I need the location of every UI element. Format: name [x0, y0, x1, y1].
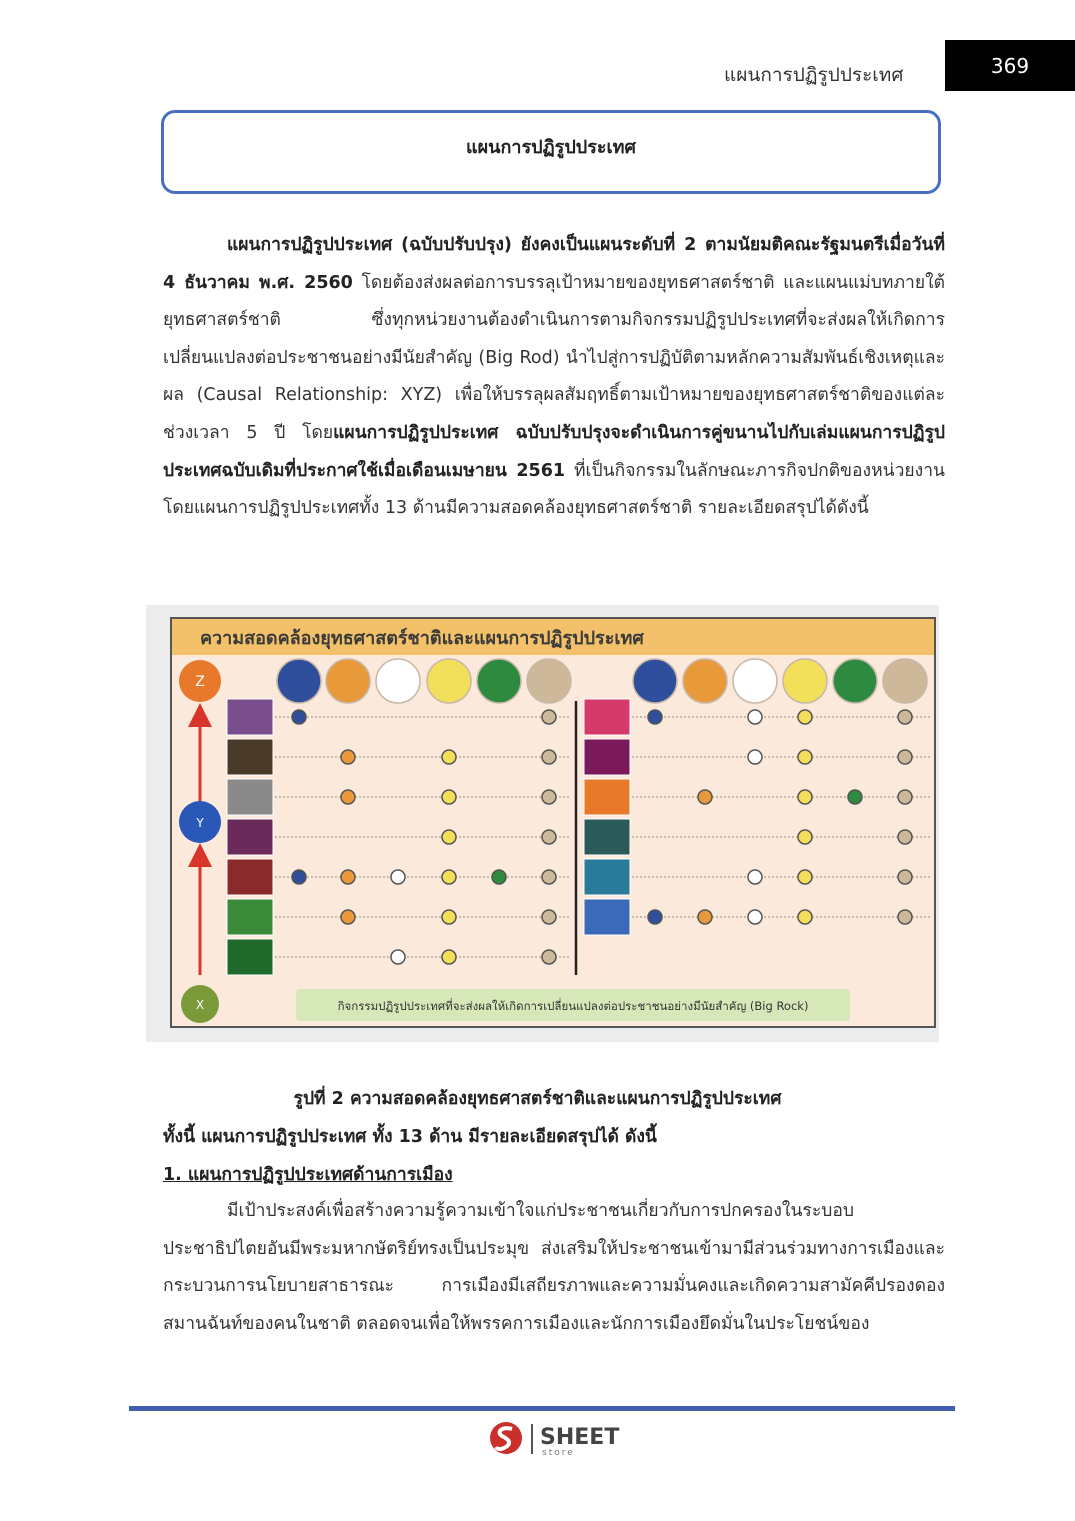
right-reform-tile-5 — [584, 859, 630, 895]
right-alignment-dot-1-4 — [798, 710, 812, 724]
right-alignment-dot-1-6 — [898, 710, 912, 724]
section-1-heading: 1. แผนการปฏิรูปประเทศด้านการเมือง — [163, 1165, 453, 1185]
right-strategy-circle-2 — [683, 659, 727, 703]
title-box-text: แผนการปฏิรูปประเทศ — [466, 136, 636, 158]
intro-bold-1: แผนการปฏิรูปประเทศ (ฉบับปรับปรุง) ยังคงเป็นแผนระดับที่ 2 ตามนัยมติคณะรัฐมนตรีเมื่อวันที่ 4 ธันวาคม พ.ศ. 2560 — [163, 235, 945, 293]
intro-text-2: ที่เป็นกิจกรรมในลักษณะภารกิจปกติของหน่วยงาน โดยแผนการปฏิรูปประเทศทั้ง 13 ด้านมีความสอดคล้องยุทธศาสตร์ชาติ รายละเอียดสรุปได้ดังนี้ — [163, 460, 945, 519]
right-alignment-dot-1-3 — [748, 710, 762, 724]
bottom-banner-text: กิจกรรมปฏิรูปประเทศที่จะส่งผลให้เกิดการเปลี่ยนแปลงต่อประชาชนอย่างมีนัยสำคัญ (Big Rock) — [337, 999, 809, 1013]
right-strategy-circle-1 — [633, 659, 677, 703]
left-alignment-dot-7-6 — [542, 950, 556, 964]
left-alignment-dot-6-6 — [542, 910, 556, 924]
right-alignment-dot-2-3 — [748, 750, 762, 764]
left-alignment-dot-7-4 — [442, 950, 456, 964]
left-alignment-dot-3-4 — [442, 790, 456, 804]
right-strategy-circle-3 — [733, 659, 777, 703]
figure-caption: รูปที่ 2 ความสอดคล้องยุทธศาสตร์ชาติและแผนการปฏิรูปประเทศ — [293, 1089, 782, 1109]
right-alignment-dot-6-4 — [798, 910, 812, 924]
right-alignment-dot-2-6 — [898, 750, 912, 764]
logo-subtext: store — [542, 1448, 575, 1458]
left-reform-tile-3 — [227, 779, 273, 815]
left-alignment-dot-2-4 — [442, 750, 456, 764]
right-alignment-dot-1-1 — [648, 710, 662, 724]
left-alignment-dot-6-2 — [341, 910, 355, 924]
left-reform-tile-2 — [227, 739, 273, 775]
intro-bold-2: แผนการปฏิรูปประเทศ ฉบับปรับปรุงจะดำเนินการคู่ขนานไปกับเล่มแผนการปฏิรูปประเทศฉบับเดิมที่ประกาศใช้เมื่อเดือนเมษายน 2561 — [163, 422, 945, 481]
alignment-diagram — [172, 655, 934, 1026]
right-reform-tile-1 — [584, 699, 630, 735]
right-strategy-circle-4 — [783, 659, 827, 703]
right-alignment-dot-3-5 — [848, 790, 862, 804]
left-alignment-dot-5-6 — [542, 870, 556, 884]
left-alignment-dot-5-4 — [442, 870, 456, 884]
y-label: Y — [196, 816, 204, 830]
figure — [146, 605, 939, 1042]
left-alignment-dot-7-3 — [391, 950, 405, 964]
left-alignment-dot-3-2 — [341, 790, 355, 804]
right-alignment-dot-6-2 — [698, 910, 712, 924]
right-alignment-dot-5-6 — [898, 870, 912, 884]
left-alignment-dot-5-5 — [492, 870, 506, 884]
left-reform-tile-7 — [227, 939, 273, 975]
right-alignment-dot-3-2 — [698, 790, 712, 804]
right-reform-tile-3 — [584, 779, 630, 815]
right-strategy-circle-6 — [883, 659, 927, 703]
page-number: 369 — [945, 40, 1075, 91]
logo-text: SHEET — [540, 1425, 620, 1450]
left-reform-tile-4 — [227, 819, 273, 855]
header-title: แผนการปฏิรูปประเทศ — [724, 64, 904, 86]
left-alignment-dot-6-4 — [442, 910, 456, 924]
right-alignment-dot-5-3 — [748, 870, 762, 884]
figure-heading-bar — [172, 619, 934, 655]
left-alignment-dot-2-6 — [542, 750, 556, 764]
right-alignment-dot-3-6 — [898, 790, 912, 804]
section-1-paragraph: มีเป้าประสงค์เพื่อสร้างความรู้ความเข้าใจแก่ประชาชนเกี่ยวกับการปกครองในระบอบประชาธิปไตยอันมีพระมหากษัตริย์ทรงเป็นประมุข ส่งเสริมให้ประชาชนเข้ามามีส่วนร่วมทางการเมืองและกระบวนการนโยบายสาธารณะ การเมืองมีเสถียรภาพและความมั่นคงและเกิดความสามัคคีปรองดองสมานฉันท์ของคนในชาติ ตลอดจนเพื่อให้พรรคการเมืองและนักการเมืองยึดมั่นในประโยชน์ของ — [163, 1201, 945, 1334]
right-alignment-dot-5-4 — [798, 870, 812, 884]
right-reform-tile-6 — [584, 899, 630, 935]
left-strategy-circle-3 — [376, 659, 420, 703]
left-strategy-circle-4 — [427, 659, 471, 703]
left-alignment-dot-4-4 — [442, 830, 456, 844]
right-alignment-dot-3-4 — [798, 790, 812, 804]
right-strategy-circle-5 — [833, 659, 877, 703]
left-alignment-dot-5-2 — [341, 870, 355, 884]
right-alignment-dot-4-6 — [898, 830, 912, 844]
left-reform-tile-1 — [227, 699, 273, 735]
left-alignment-dot-1-6 — [542, 710, 556, 724]
left-alignment-dot-4-6 — [542, 830, 556, 844]
right-alignment-dot-6-3 — [748, 910, 762, 924]
figure-heading: ความสอดคล้องยุทธศาสตร์ชาติและแผนการปฏิรูปประเทศ — [200, 627, 644, 649]
left-strategy-circle-5 — [477, 659, 521, 703]
x-label: X — [195, 998, 205, 1012]
left-strategy-circle-2 — [326, 659, 370, 703]
left-alignment-dot-1-1 — [292, 710, 306, 724]
left-alignment-dot-3-6 — [542, 790, 556, 804]
sheet-store-logo — [488, 1418, 628, 1458]
figure-frame — [170, 617, 936, 1028]
right-reform-tile-4 — [584, 819, 630, 855]
intro-paragraph — [163, 227, 945, 528]
right-alignment-dot-4-4 — [798, 830, 812, 844]
right-alignment-dot-6-6 — [898, 910, 912, 924]
left-reform-tile-6 — [227, 899, 273, 935]
left-reform-tile-5 — [227, 859, 273, 895]
summary-line: ทั้งนี้ แผนการปฏิรูปประเทศ ทั้ง 13 ด้าน มีรายละเอียดสรุปได้ ดังนี้ — [163, 1127, 657, 1147]
z-label: Z — [195, 674, 205, 690]
right-reform-tile-2 — [584, 739, 630, 775]
left-alignment-dot-2-2 — [341, 750, 355, 764]
intro-text-1: โดยต้องส่งผลต่อการบรรลุเป้าหมายของยุทธศาสตร์ชาติ และแผนแม่บทภายใต้ยุทธศาสตร์ชาติ ซึ่งทุกหน่วยงานต้องดำเนินการตามกิจกรรมปฏิรูปประเทศที่จะส่งผลให้เกิดการเปลี่ยนแปลงต่อประชาชนอย่างมีนัยสำคัญ (Big Rod) นำไปสู่การปฏิบัติตามหลักความสัมพันธ์เชิงเหตุและผล (Causal Relationship: XYZ) เพื่อให้บรรลุผลสัมฤทธิ์ตามเป้าหมายของยุทธศาสตร์ชาติของแต่ละช่วงเวลา 5 ปี โดย — [163, 272, 945, 443]
footer-bar — [129, 1406, 955, 1411]
title-box — [161, 110, 941, 194]
left-alignment-dot-5-3 — [391, 870, 405, 884]
left-alignment-dot-5-1 — [292, 870, 306, 884]
right-alignment-dot-2-4 — [798, 750, 812, 764]
left-strategy-circle-1 — [277, 659, 321, 703]
left-strategy-circle-6 — [527, 659, 571, 703]
right-alignment-dot-6-1 — [648, 910, 662, 924]
